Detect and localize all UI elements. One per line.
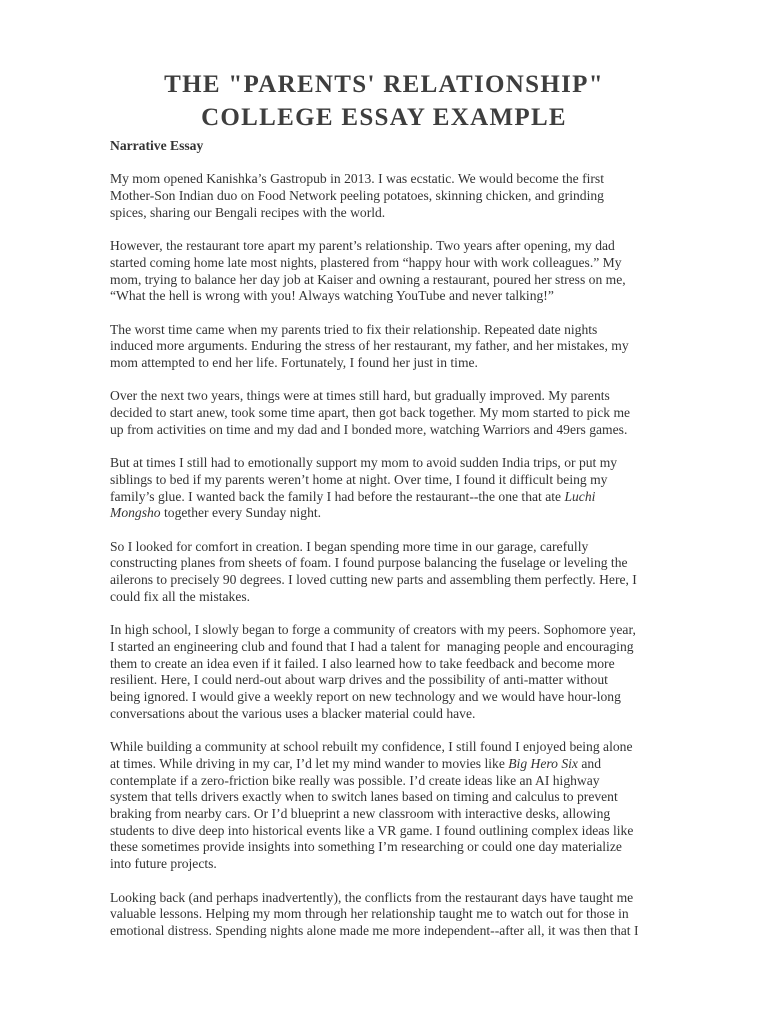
text-run: and (577, 755, 601, 771)
text-line: Mother-Son Indian duo on Food Network peeling potatoes, skinning chicken, and grinding (110, 188, 604, 204)
text-line: “What the hell is wrong with you! Always watching YouTube and never talking!” (110, 288, 554, 304)
text-line: spices, sharing our Bengali recipes with the world. (110, 204, 386, 220)
text-line: Looking back (and perhaps inadvertently), the conflicts from the restaurant days have taught me (110, 889, 634, 905)
text-line: conversations about the various uses a blacker material could have. (110, 705, 476, 721)
text-line: braking from nearby cars. Or I’d blueprint a new classroom with interactive desks, allowing (110, 806, 611, 821)
text-line: these sometimes provide insights into something I’m researching or could one day materialize (110, 839, 622, 855)
text-line: into future projects. (110, 856, 217, 872)
italic-term: Mongsho (110, 505, 161, 521)
text-line: My mom opened Kanishka’s Gastropub in 2013. I was ecstatic. We would become the first (110, 171, 604, 187)
text-line (110, 756, 716, 773)
text-line: could fix all the mistakes. (110, 588, 251, 604)
paragraph-1 (110, 171, 716, 221)
text-line (110, 505, 716, 522)
title-line: THE "PARENTS' RELATIONSHIP" (164, 71, 604, 98)
italic-term: Luchi (564, 488, 596, 504)
text-line: constructing planes from sheets of foam. I found purpose balancing the fuselage or leveling the (110, 555, 628, 571)
paragraph-2 (110, 238, 716, 305)
section-heading: Narrative Essay (110, 138, 204, 153)
paragraph-7 (110, 622, 716, 722)
text-line: However, the restaurant tore apart my parent’s relationship. Two years after opening, my dad (110, 238, 615, 254)
paragraph-9 (110, 890, 716, 940)
text-run: at times. While driving in my car, I’d let my mind wander to movies like (110, 755, 509, 771)
text-line: So I looked for comfort in creation. I began spending more time in our garage, carefully (110, 538, 589, 554)
paragraph-6 (110, 539, 716, 606)
document-title (0, 68, 768, 134)
text-line: The worst time came when my parents tried to fix their relationship. Repeated date nights (110, 321, 598, 337)
paragraph-3 (110, 322, 716, 372)
paragraph-8 (110, 739, 716, 873)
paragraph-4 (110, 388, 716, 438)
text-line: But at times I still had to emotionally support my mom to avoid sudden India trips, or put my (110, 455, 618, 471)
text-line: While building a community at school rebuilt my confidence, I still found I enjoyed being alone (110, 739, 633, 755)
text-line: them to create an idea even if it failed. I also learned how to take feedback and become more (110, 655, 615, 671)
text-line: resilient. Here, I could nerd-out about warp drives and the possibility of anti-matter without (110, 672, 608, 688)
text-line (110, 489, 716, 506)
text-line: induced more arguments. Enduring the stress of her restaurant, my father, and her mistakes, my (110, 338, 629, 354)
text-line: Over the next two years, things were at times still hard, but gradually improved. My parents (110, 388, 610, 404)
text-line: emotional distress. Spending nights alone made me more independent--after all, it was then that I (110, 922, 639, 938)
text-line: being ignored. I would give a weekly report on new technology and we would have hour-long (110, 689, 621, 705)
text-run: together every Sunday night. (160, 505, 322, 521)
text-line: mom, trying to balance her day job at Kaiser and owning a restaurant, poured her stress on me, (110, 271, 626, 287)
title-line: COLLEGE ESSAY EXAMPLE (201, 104, 567, 131)
text-line: In high school, I slowly began to forge a community of creators with my peers. Sophomore year, (110, 622, 636, 638)
text-line: system that tells drivers exactly when to switch lanes based on timing and calculus to prevent (110, 789, 618, 805)
text-line: mom attempted to end her life. Fortunately, I found her just in time. (110, 355, 478, 371)
text-line: siblings to bed if my parents weren’t home at night. Over time, I found it difficult being my (110, 471, 608, 487)
text-line: up from activities on time and my dad and I bonded more, watching Warriors and 49ers games. (110, 421, 628, 437)
text-run: family’s glue. I wanted back the family I had before the restaurant--the one that ate (110, 488, 565, 504)
text-line: students to dive deep into historical events like a VR game. I found outlining complex ideas like (110, 822, 634, 838)
text-line: valuable lessons. Helping my mom through her relationship taught me to watch out for those in (110, 906, 629, 922)
text-line: ailerons to precisely 90 degrees. I loved cutting new parts and assembling them perfectly. Here, I (110, 572, 637, 588)
text-line: decided to start anew, took some time apart, then got back together. My mom started to pick me (110, 405, 631, 421)
text-line: I started an engineering club and found that I had a talent for managing people and encouraging (110, 638, 634, 654)
text-line: started coming home late most nights, plastered from “happy hour with work colleagues.” My (110, 254, 622, 270)
text-line: contemplate if a zero-friction bike really was possible. I’d create ideas like an AI highway (110, 772, 600, 788)
essay-body (110, 138, 716, 956)
paragraph-5 (110, 455, 716, 522)
italic-title: Big Hero Six (508, 755, 578, 771)
